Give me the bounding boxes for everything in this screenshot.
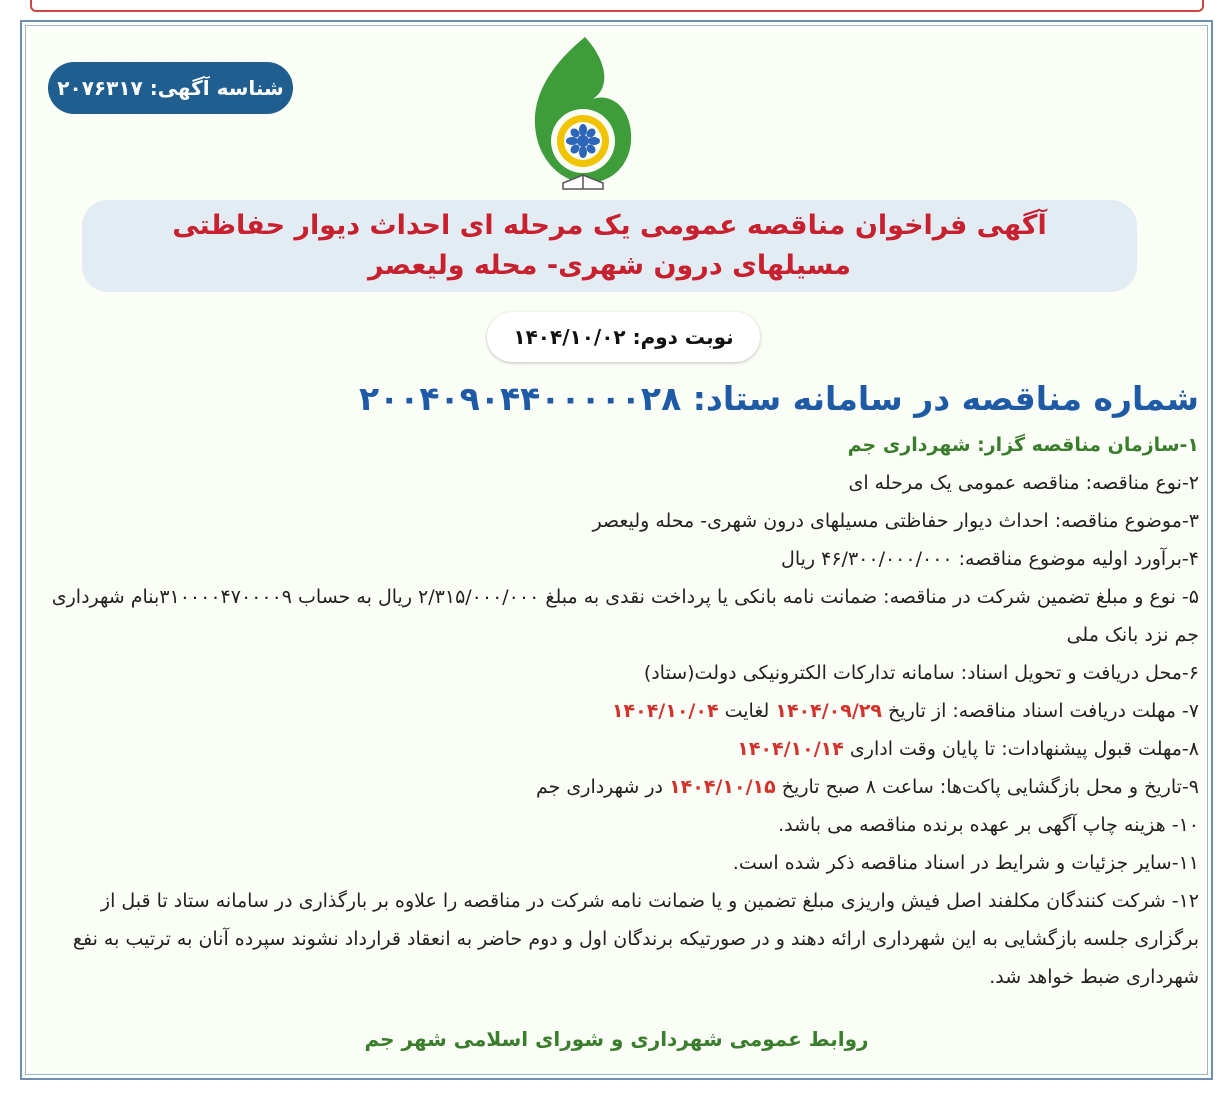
item-1 — [39, 426, 1199, 464]
notice-body — [39, 426, 1199, 996]
item-7-to-date: ۱۴۰۴/۱۰/۰۴ — [611, 700, 719, 722]
top-border-strip — [30, 0, 1204, 12]
tender-number — [49, 376, 1199, 422]
turn-date: ۱۴۰۴/۱۰/۰۲ — [513, 325, 626, 349]
item-11: ۱۱-سایر جزئیات و شرایط در اسناد مناقصه ذکر شده است. — [732, 852, 1199, 874]
ad-id-badge — [48, 62, 293, 114]
turn-label: نوبت دوم: — [632, 325, 734, 349]
municipality-logo — [523, 33, 635, 193]
item-8-text: ۸-مهلت قبول پیشنهادات: تا پایان وقت اداری — [849, 738, 1199, 760]
item-9-text-b: در شهرداری جم — [535, 776, 664, 798]
tender-number-label: شماره مناقصه در سامانه ستاد: — [692, 379, 1199, 418]
item-5: ۵- نوع و مبلغ تضمین شرکت در مناقصه: ضمانت نامه بانکی یا پرداخت نقدی به مبلغ ۲/۳۱۵/۰۰۰/۰۰۰ ریال به حساب ۳۱۰۰۰۰۴۷۰۰۰۰۹بنام شهرداری جم نزد بانک ملی — [51, 586, 1199, 646]
item-3: ۳-موضوع مناقصه: احداث دیوار حفاظتی مسیلهای درون شهری- محله ولیعصر — [592, 510, 1199, 532]
item-8-date: ۱۴۰۴/۱۰/۱۴ — [737, 738, 844, 760]
item-1-label: ۱-سازمان مناقصه گزار: — [977, 434, 1199, 456]
item-4: ۴-برآورد اولیه موضوع مناقصه: ۴۶/۳۰۰/۰۰۰/۰۰۰ ریال — [781, 548, 1199, 570]
tender-number-value: ۲۰۰۴۰۹۰۴۴۰۰۰۰۰۲۸ — [358, 379, 682, 418]
item-7-text-a: ۷- مهلت دریافت اسناد مناقصه: از تاریخ — [888, 700, 1199, 722]
notice-title: آگهی فراخوان مناقصه عمومی یک مرحله ای احداث دیوار حفاظتی مسیلهای درون شهری- محله ولیعصر — [82, 200, 1137, 292]
item-9 — [39, 768, 1199, 806]
item-8 — [39, 730, 1199, 768]
item-12: ۱۲- شرکت کنندگان مکلفند اصل فیش واریزی مبلغ تضمین و یا ضمانت نامه شرکت در مناقصه را علاوه بر بارگذاری در سامانه ستاد تا قبل از برگزاری جلسه بازگشایی به این شهرداری ارائه دهند و در صورتیکه برندگان اول و دوم حاضر به انعقاد قرارداد نشوند سپرده آنان به ترتیب به نفع شهرداری ضبط خواهد شد. — [72, 890, 1199, 988]
ad-id-label: شناسه آگهی: — [149, 76, 284, 100]
item-10: ۱۰- هزینه چاپ آگهی بر عهده برنده مناقصه می باشد. — [778, 814, 1199, 836]
item-6: ۶-محل دریافت و تحویل اسناد: سامانه تدارکات الکترونیکی دولت(ستاد) — [643, 662, 1199, 684]
footer-signature: روابط عمومی شهرداری و شورای اسلامی شهر جم — [364, 1027, 869, 1051]
item-7-from-date: ۱۴۰۴/۰۹/۲۹ — [775, 700, 883, 722]
item-9-text-a: ۹-تاریخ و محل بازگشایی پاکت‌ها: ساعت ۸ صبح تاریخ — [781, 776, 1199, 798]
publication-turn — [487, 312, 760, 362]
item-7-text-b: لغایت — [724, 700, 770, 722]
ad-id-value: ۲۰۷۶۳۱۷ — [57, 76, 143, 100]
item-7 — [39, 692, 1199, 730]
item-2: ۲-نوع مناقصه: مناقصه عمومی یک مرحله ای — [848, 472, 1199, 494]
item-9-date: ۱۴۰۴/۱۰/۱۵ — [669, 776, 776, 798]
item-1-value: شهرداری جم — [847, 434, 971, 456]
